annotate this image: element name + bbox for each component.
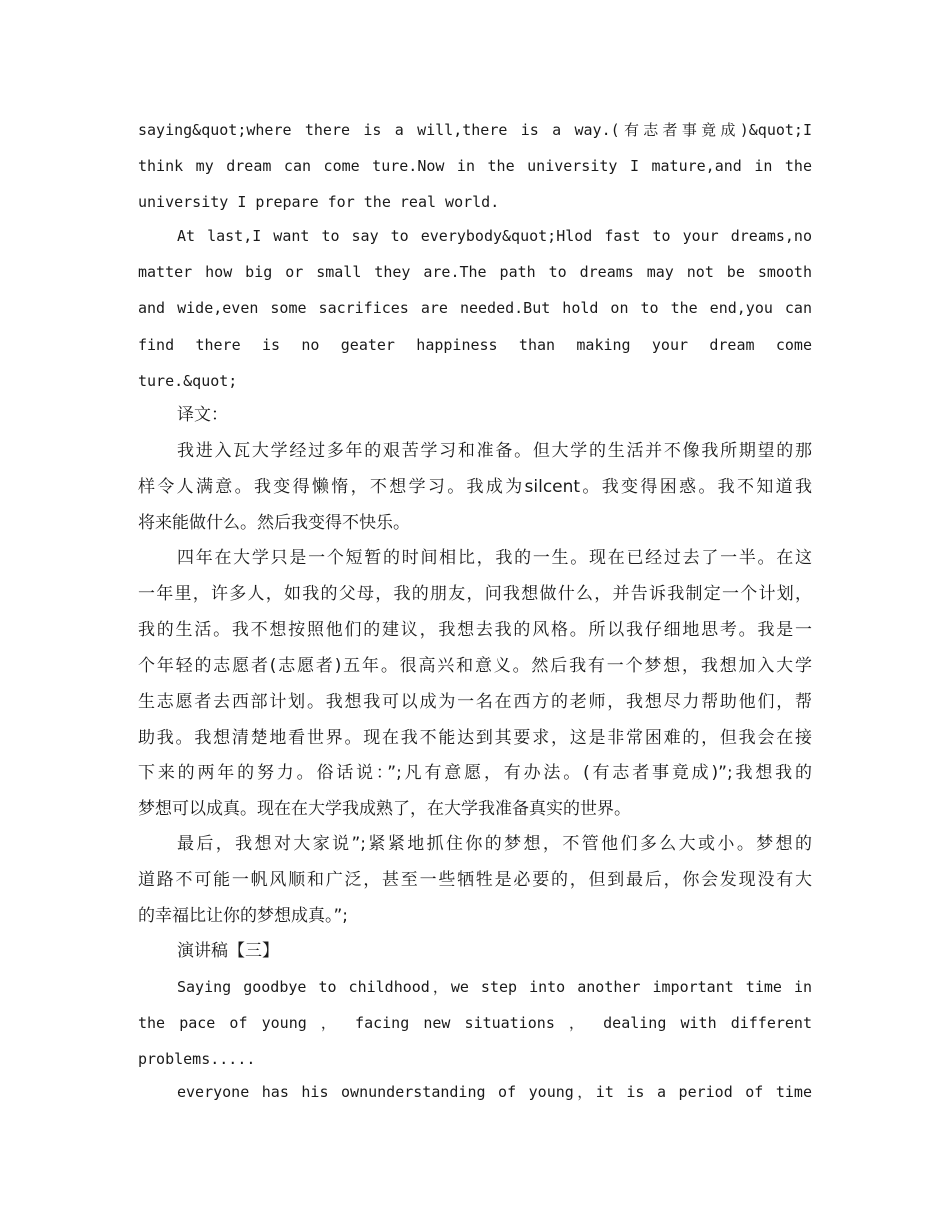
text-line: think my dream can come ture.Now in the university I mature,and in the — [138, 157, 812, 175]
section-heading: 演讲稿【三】 — [177, 941, 279, 961]
section-label: 译文： — [177, 405, 228, 425]
text-line: 一年里，许多人，如我的父母，我的朋友，问我想做什么，并告诉我制定一个计划， — [138, 584, 812, 604]
text-line: ture.&quot; — [138, 372, 238, 390]
text-line: 四年在大学只是一个短暂的时间相比，我的一生。现在已经过去了一半。在这 — [177, 548, 812, 568]
text-line: 道路不可能一帆风顺和广泛，甚至一些牺牲是必要的，但到最后，你会发现没有大 — [138, 870, 812, 890]
text-line: matter how big or small they are.The path to dreams may not be smooth — [138, 263, 812, 281]
text-line: university I prepare for the real world. — [138, 193, 500, 211]
text-line: find there is no geater happiness than making your dream come — [138, 336, 812, 354]
text-line: problems..... — [138, 1050, 256, 1068]
text-line: 梦想可以成真。现在在大学我成熟了，在大学我准备真实的世界。 — [138, 799, 631, 819]
text-line: 个年轻的志愿者(志愿者)五年。很高兴和意义。然后我有一个梦想，我想加入大学 — [138, 656, 812, 676]
text-line: 将来能做什么。然后我变得不快乐。 — [138, 513, 410, 533]
text-line: Saying goodbye to childhood，we step into another important time in — [177, 978, 812, 996]
text-line: 的幸福比让你的梦想成真。”; — [138, 906, 349, 926]
text-line: everyone has his ownunderstanding of young，it is a period of time — [177, 1083, 812, 1101]
text-line: 我进入瓦大学经过多年的艰苦学习和准备。但大学的生活并不像我所期望的那 — [177, 441, 812, 461]
text-line: 下来的两年的努力。俗话说：”;凡有意愿，有办法。(有志者事竟成)”;我想我的 — [138, 763, 812, 783]
text-line: 我的生活。我不想按照他们的建议，我想去我的风格。所以我仔细地思考。我是一 — [138, 620, 812, 640]
text-line: 样令人满意。我变得懒惰，不想学习。我成为silcent。我变得困惑。我不知道我 — [138, 477, 812, 497]
text-line: 助我。我想清楚地看世界。现在我不能达到其要求，这是非常困难的，但我会在接 — [138, 728, 812, 748]
text-line: and wide,even some sacrifices are needed.But hold on to the end,you can — [138, 299, 812, 317]
text-line: 生志愿者去西部计划。我想我可以成为一名在西方的老师，我想尽力帮助他们，帮 — [138, 692, 812, 712]
text-line: At last,I want to say to everybody&quot;Hlod fast to your dreams,no — [177, 227, 812, 245]
text-line: saying&quot;where there is a will,there is a way.(有志者事竟成)&quot;I — [138, 121, 812, 139]
text-line: the pace of young ， facing new situations ， dealing with different — [138, 1014, 812, 1032]
text-line: 最后，我想对大家说”;紧紧地抓住你的梦想，不管他们多么大或小。梦想的 — [177, 834, 812, 854]
